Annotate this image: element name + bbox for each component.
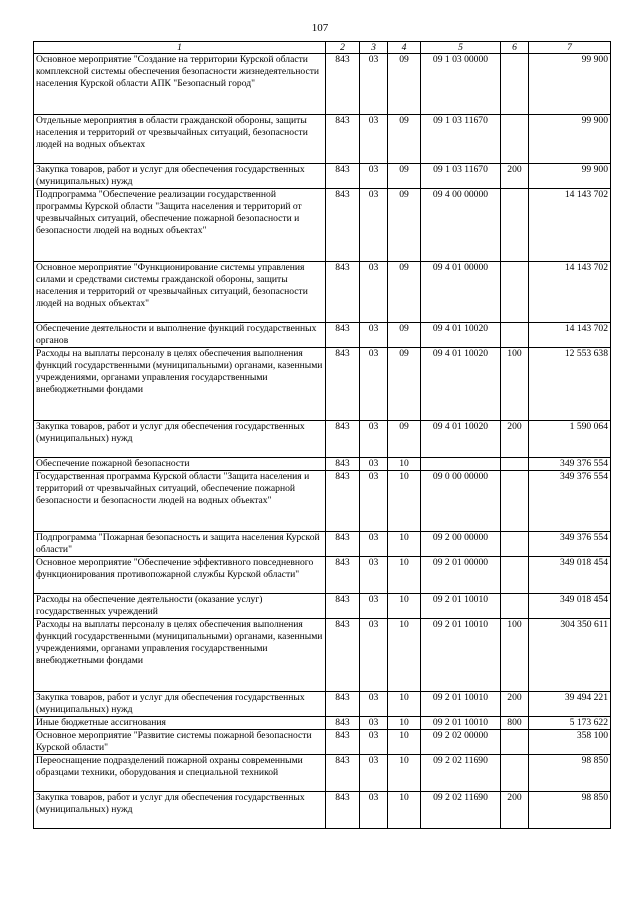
row-vr-cell — [501, 532, 529, 557]
page-number: 107 — [311, 22, 329, 34]
row-vr-cell — [501, 115, 529, 164]
row-name-cell: Обеспечение пожарной безопасности — [34, 458, 326, 471]
header-cell-rz: 3 — [360, 42, 388, 54]
row-csr-cell: 09 2 01 10010 — [421, 717, 501, 730]
row-vr-cell — [501, 262, 529, 323]
table-row — [34, 692, 611, 717]
row-rz-cell: 03 — [360, 323, 388, 348]
row-pr-cell: 10 — [388, 792, 421, 829]
row-grbs-cell: 843 — [326, 594, 360, 619]
row-sum-cell: 5 173 622 — [529, 717, 611, 730]
row-name-cell: Подпрограмма "Обеспечение реализации государственной программы Курской области "Защита населения и территорий от чрезвычайных ситуаций, обеспечение пожарной безопасности и безопасности людей на водных объектах" — [34, 189, 326, 262]
row-name-cell: Закупка товаров, работ и услуг для обеспечения государственных (муниципальных) нужд — [34, 792, 326, 829]
row-rz-cell: 03 — [360, 692, 388, 717]
row-name-cell: Основное мероприятие "Развитие системы пожарной безопасности Курской области" — [34, 730, 326, 755]
row-sum-cell: 98 850 — [529, 755, 611, 792]
row-rz-cell: 03 — [360, 594, 388, 619]
row-name-cell: Отдельные мероприятия в области гражданской обороны, защиты населения и территорий от чрезвычайных ситуаций, безопасности людей на водных объектах — [34, 115, 326, 164]
row-name-cell: Расходы на выплаты персоналу в целях обеспечения выполнения функций государственными (муниципальными) органами, казенными учреждениями, органами управления государственными внебюджетными фондами — [34, 619, 326, 692]
row-vr-cell — [501, 189, 529, 262]
row-sum-cell: 14 143 702 — [529, 262, 611, 323]
row-csr-cell: 09 4 00 00000 — [421, 189, 501, 262]
row-grbs-cell: 843 — [326, 619, 360, 692]
table-row — [34, 792, 611, 829]
row-csr-cell: 09 2 01 10010 — [421, 692, 501, 717]
row-csr-cell: 09 1 03 11670 — [421, 115, 501, 164]
row-grbs-cell: 843 — [326, 164, 360, 189]
row-pr-cell: 09 — [388, 348, 421, 421]
row-grbs-cell: 843 — [326, 557, 360, 594]
row-pr-cell: 10 — [388, 458, 421, 471]
row-pr-cell: 10 — [388, 594, 421, 619]
row-pr-cell: 10 — [388, 471, 421, 532]
row-csr-cell: 09 0 00 00000 — [421, 471, 501, 532]
row-rz-cell: 03 — [360, 619, 388, 692]
row-rz-cell: 03 — [360, 717, 388, 730]
row-csr-cell: 09 4 01 10020 — [421, 421, 501, 458]
row-vr-cell — [501, 730, 529, 755]
row-rz-cell: 03 — [360, 532, 388, 557]
row-grbs-cell: 843 — [326, 348, 360, 421]
row-sum-cell: 358 100 — [529, 730, 611, 755]
header-cell-csr: 5 — [421, 42, 501, 54]
table-row — [34, 755, 611, 792]
row-grbs-cell: 843 — [326, 755, 360, 792]
row-sum-cell: 14 143 702 — [529, 323, 611, 348]
row-rz-cell: 03 — [360, 471, 388, 532]
row-name-cell: Обеспечение деятельности и выполнение функций государственных органов — [34, 323, 326, 348]
row-name-cell: Закупка товаров, работ и услуг для обеспечения государственных (муниципальных) нужд — [34, 421, 326, 458]
row-vr-cell — [501, 557, 529, 594]
row-pr-cell: 09 — [388, 262, 421, 323]
table-row — [34, 594, 611, 619]
row-sum-cell: 349 376 554 — [529, 458, 611, 471]
table-row — [34, 557, 611, 594]
row-sum-cell: 12 553 638 — [529, 348, 611, 421]
row-sum-cell: 349 376 554 — [529, 532, 611, 557]
row-grbs-cell: 843 — [326, 730, 360, 755]
row-vr-cell — [501, 323, 529, 348]
row-grbs-cell: 843 — [326, 262, 360, 323]
row-pr-cell: 10 — [388, 717, 421, 730]
row-grbs-cell: 843 — [326, 532, 360, 557]
table-row — [34, 54, 611, 115]
row-grbs-cell: 843 — [326, 458, 360, 471]
table-row — [34, 115, 611, 164]
row-csr-cell: 09 2 02 11690 — [421, 792, 501, 829]
row-pr-cell: 10 — [388, 557, 421, 594]
row-vr-cell: 200 — [501, 692, 529, 717]
row-vr-cell — [501, 755, 529, 792]
row-name-cell: Подпрограмма "Пожарная безопасность и защита населения Курской области" — [34, 532, 326, 557]
row-sum-cell: 304 350 611 — [529, 619, 611, 692]
row-pr-cell: 09 — [388, 323, 421, 348]
row-name-cell: Расходы на выплаты персоналу в целях обеспечения выполнения функций государственными (муниципальными) органами, казенными учреждениями, органами управления государственными внебюджетными фондами — [34, 348, 326, 421]
row-csr-cell: 09 2 02 11690 — [421, 755, 501, 792]
row-rz-cell: 03 — [360, 115, 388, 164]
row-csr-cell: 09 4 01 10020 — [421, 348, 501, 421]
row-vr-cell: 100 — [501, 619, 529, 692]
row-name-cell: Закупка товаров, работ и услуг для обеспечения государственных (муниципальных) нужд — [34, 692, 326, 717]
row-vr-cell — [501, 54, 529, 115]
header-cell-grbs: 2 — [326, 42, 360, 54]
header-cell-name: 1 — [34, 42, 326, 54]
row-sum-cell: 99 900 — [529, 164, 611, 189]
row-rz-cell: 03 — [360, 421, 388, 458]
table-row — [34, 421, 611, 458]
row-rz-cell: 03 — [360, 557, 388, 594]
row-csr-cell — [421, 458, 501, 471]
row-pr-cell: 09 — [388, 54, 421, 115]
row-grbs-cell: 843 — [326, 54, 360, 115]
row-csr-cell: 09 4 01 10020 — [421, 323, 501, 348]
row-rz-cell: 03 — [360, 54, 388, 115]
table-row — [34, 471, 611, 532]
row-pr-cell: 10 — [388, 730, 421, 755]
row-pr-cell: 10 — [388, 755, 421, 792]
row-sum-cell: 39 494 221 — [529, 692, 611, 717]
table-row — [34, 164, 611, 189]
table-row — [34, 189, 611, 262]
row-sum-cell: 349 376 554 — [529, 471, 611, 532]
row-csr-cell: 09 1 03 11670 — [421, 164, 501, 189]
row-grbs-cell: 843 — [326, 471, 360, 532]
row-vr-cell: 200 — [501, 421, 529, 458]
row-name-cell: Расходы на обеспечение деятельности (оказание услуг) государственных учреждений — [34, 594, 326, 619]
row-sum-cell: 99 900 — [529, 54, 611, 115]
row-name-cell: Основное мероприятие "Обеспечение эффективного повседневного функционирования противопожарной службы Курской области" — [34, 557, 326, 594]
row-sum-cell: 99 900 — [529, 115, 611, 164]
row-pr-cell: 09 — [388, 164, 421, 189]
row-sum-cell: 14 143 702 — [529, 189, 611, 262]
table-body — [34, 54, 611, 829]
table-row — [34, 323, 611, 348]
row-csr-cell: 09 2 01 10010 — [421, 619, 501, 692]
row-csr-cell: 09 2 01 00000 — [421, 557, 501, 594]
budget-table — [33, 41, 611, 829]
row-rz-cell: 03 — [360, 189, 388, 262]
table-row — [34, 262, 611, 323]
table-row — [34, 348, 611, 421]
table-row — [34, 717, 611, 730]
header-cell-vr: 6 — [501, 42, 529, 54]
table-row — [34, 532, 611, 557]
table-row — [34, 730, 611, 755]
row-grbs-cell: 843 — [326, 717, 360, 730]
row-name-cell: Основное мероприятие "Создание на территории Курской области комплексной системы обеспечения безопасности жизнедеятельности населения Курской области АПК "Безопасный город" — [34, 54, 326, 115]
row-pr-cell: 09 — [388, 421, 421, 458]
row-name-cell: Закупка товаров, работ и услуг для обеспечения государственных (муниципальных) нужд — [34, 164, 326, 189]
row-grbs-cell: 843 — [326, 421, 360, 458]
row-grbs-cell: 843 — [326, 792, 360, 829]
row-csr-cell: 09 2 00 00000 — [421, 532, 501, 557]
row-rz-cell: 03 — [360, 348, 388, 421]
row-pr-cell: 10 — [388, 692, 421, 717]
row-rz-cell: 03 — [360, 755, 388, 792]
row-vr-cell: 200 — [501, 792, 529, 829]
row-vr-cell — [501, 471, 529, 532]
row-grbs-cell: 843 — [326, 323, 360, 348]
row-name-cell: Переоснащение подразделений пожарной охраны современными образцами техники, оборудования и специальной техникой — [34, 755, 326, 792]
row-pr-cell: 09 — [388, 115, 421, 164]
row-vr-cell: 100 — [501, 348, 529, 421]
row-csr-cell: 09 2 02 00000 — [421, 730, 501, 755]
row-vr-cell: 200 — [501, 164, 529, 189]
row-name-cell: Основное мероприятие "Функционирование системы управления силами и средствами системы гражданской обороны, защиты населения и территорий от чрезвычайных ситуаций, безопасности людей на водных объектах" — [34, 262, 326, 323]
row-rz-cell: 03 — [360, 730, 388, 755]
row-grbs-cell: 843 — [326, 189, 360, 262]
table-row — [34, 458, 611, 471]
row-vr-cell — [501, 594, 529, 619]
table-row — [34, 619, 611, 692]
row-rz-cell: 03 — [360, 792, 388, 829]
header-row — [34, 42, 611, 54]
row-sum-cell: 98 850 — [529, 792, 611, 829]
row-grbs-cell: 843 — [326, 692, 360, 717]
row-sum-cell: 349 018 454 — [529, 594, 611, 619]
row-rz-cell: 03 — [360, 164, 388, 189]
row-sum-cell: 349 018 454 — [529, 557, 611, 594]
row-csr-cell: 09 2 01 10010 — [421, 594, 501, 619]
row-pr-cell: 10 — [388, 619, 421, 692]
row-grbs-cell: 843 — [326, 115, 360, 164]
row-name-cell: Государственная программа Курской области "Защита населения и территорий от чрезвычайных ситуаций, обеспечение пожарной безопасности и безопасности людей на водных объектах" — [34, 471, 326, 532]
row-name-cell: Иные бюджетные ассигнования — [34, 717, 326, 730]
header-cell-sum: 7 — [529, 42, 611, 54]
row-vr-cell: 800 — [501, 717, 529, 730]
row-pr-cell: 10 — [388, 532, 421, 557]
row-rz-cell: 03 — [360, 458, 388, 471]
row-csr-cell: 09 1 03 00000 — [421, 54, 501, 115]
header-cell-pr: 4 — [388, 42, 421, 54]
row-vr-cell — [501, 458, 529, 471]
row-sum-cell: 1 590 064 — [529, 421, 611, 458]
row-rz-cell: 03 — [360, 262, 388, 323]
row-csr-cell: 09 4 01 00000 — [421, 262, 501, 323]
row-pr-cell: 09 — [388, 189, 421, 262]
